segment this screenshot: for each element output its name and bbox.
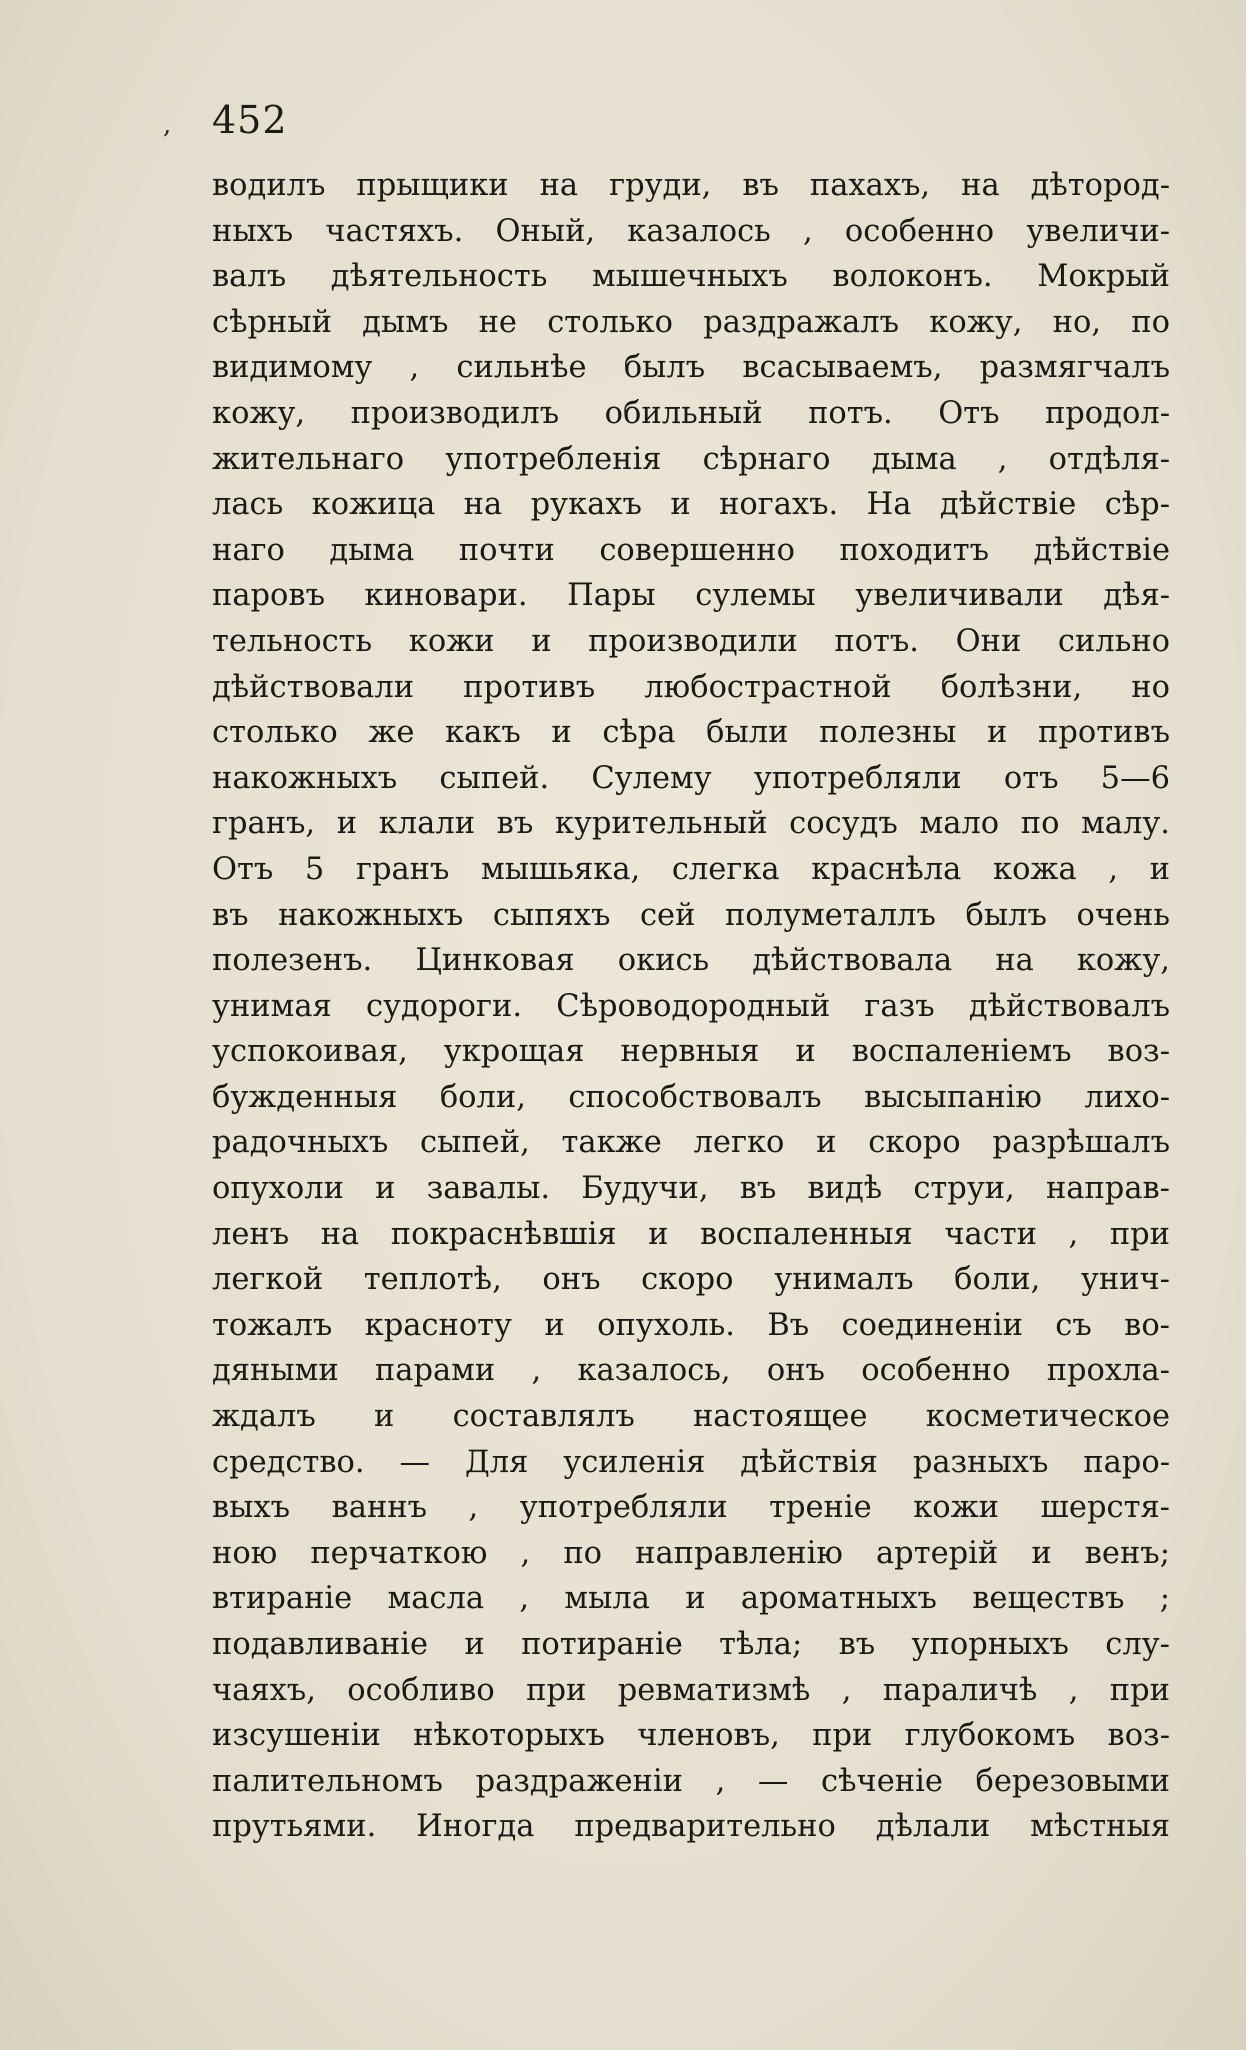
text-line: дѣйствовали противъ любострастной болѣзни, но (212, 669, 1170, 705)
text-line: подавливаніе и потираніе тѣла; въ упорныхъ слу- (212, 1627, 1170, 1662)
text-line: тельность кожи и производили потъ. Они сильно (212, 623, 1170, 659)
text-line: наго дыма почти совершенно походитъ дѣйствіе (212, 532, 1170, 568)
text-line: радочныхъ сыпей, также легко и скоро разрѣшалъ (212, 1125, 1170, 1161)
text-line: столько же какъ и сѣра были полезны и противъ (212, 715, 1170, 751)
text-line: дяными парами , казалось, онъ особенно прохла- (212, 1353, 1170, 1389)
text-line: тожалъ красноту и опухоль. Въ соединеніи съ во- (212, 1307, 1170, 1343)
text-line: кожу, производилъ обильный потъ. Отъ продол- (212, 395, 1170, 431)
text-line: въ накожныхъ сыпяхъ сей полуметаллъ былъ очень (212, 897, 1170, 933)
text-line: жительнаго употребленія сѣрнаго дыма , отдѣля- (212, 441, 1170, 477)
text-line: выхъ ваннъ , употребляли треніе кожи шерстя- (212, 1490, 1170, 1526)
text-line: ждалъ и составлялъ настоящее косметическое (212, 1399, 1170, 1435)
text-line: видимому , сильнѣе былъ всасываемъ, размягчалъ (212, 350, 1170, 386)
text-line: палительномъ раздраженіи , — сѣченіе березовыми (212, 1763, 1170, 1799)
text-line: паровъ киновари. Пары сулемы увеличивали дѣя- (212, 578, 1170, 614)
body-text (212, 163, 1170, 1850)
text-line: втираніе масла , мыла и ароматныхъ веществъ ; (212, 1581, 1170, 1617)
text-line: Отъ 5 гранъ мышьяка, слегка краснѣла кожа , и (212, 851, 1170, 887)
text-line: ною перчаткою , по направленію артерій и венъ; (212, 1535, 1170, 1571)
page-mark: , (163, 110, 172, 140)
text-line: сѣрный дымъ не столько раздражалъ кожу, но, по (212, 304, 1170, 340)
text-line: валъ дѣятельность мышечныхъ волоконъ. Мокрый (212, 259, 1170, 295)
text-line: лась кожица на рукахъ и ногахъ. На дѣйствіе сѣр- (212, 487, 1170, 523)
text-line: чаяхъ, особливо при ревматизмѣ , параличѣ , при (212, 1672, 1170, 1708)
text-line: унимая судороги. Сѣроводородный газъ дѣйствовалъ (212, 988, 1170, 1024)
text-line: опухоли и завалы. Будучи, въ видѣ струи, направ- (212, 1171, 1170, 1207)
text-line: успокоивая, укрощая нервныя и воспаленіемъ воз- (212, 1034, 1170, 1070)
text-line: накожныхъ сыпей. Сулему употребляли отъ 5—6 (212, 760, 1170, 796)
page-number: 452 (212, 98, 288, 142)
text-line: водилъ прыщики на груди, въ пахахъ, на дѣтород- (212, 168, 1170, 203)
text-line: полезенъ. Цинковая окись дѣйствовала на кожу, (212, 943, 1170, 979)
text-line: средство. — Для усиленія дѣйствія разныхъ паро- (212, 1444, 1170, 1480)
text-line: гранъ, и клали въ курительный сосудъ мало по малу. (212, 806, 1170, 842)
text-line: прутьями. Иногда предварительно дѣлали мѣстныя (212, 1809, 1170, 1845)
text-line: изсушеніи нѣкоторыхъ членовъ, при глубокомъ воз- (212, 1718, 1170, 1754)
text-line: бужденныя боли, способствовалъ высыпанію лихо- (212, 1079, 1170, 1115)
text-line: ныхъ частяхъ. Оный, казалось , особенно увеличи- (212, 213, 1170, 249)
text-line: ленъ на покраснѣвшія и воспаленныя части , при (212, 1216, 1170, 1252)
text-line: легкой теплотѣ, онъ скоро унималъ боли, унич- (212, 1262, 1170, 1298)
